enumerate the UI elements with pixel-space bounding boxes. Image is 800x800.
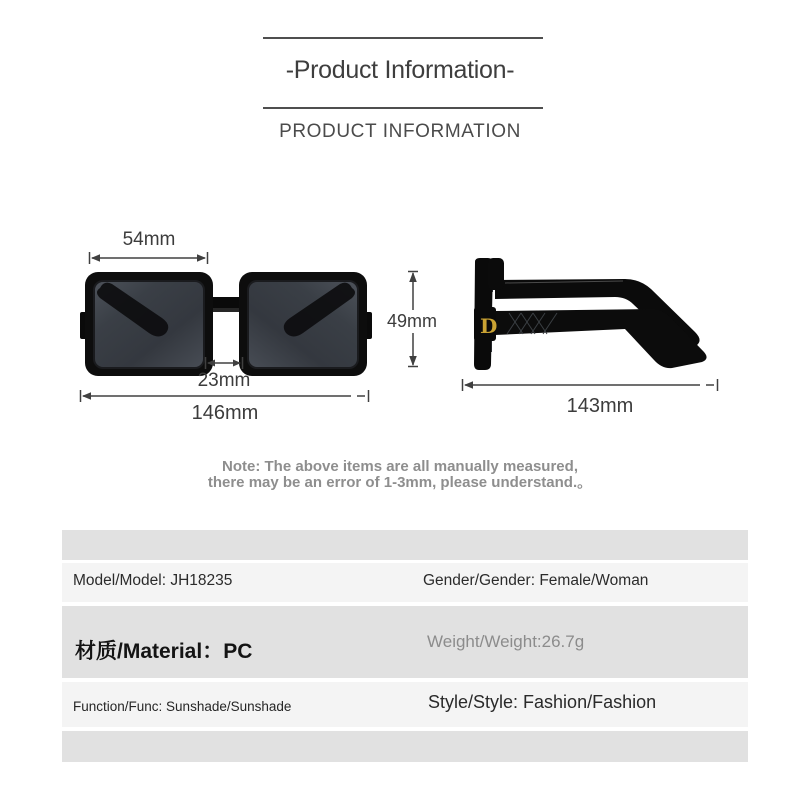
left-lens bbox=[85, 272, 213, 376]
header-rule-bottom bbox=[263, 107, 543, 109]
brand-d-logo: D bbox=[480, 314, 498, 338]
bridge-bar bbox=[208, 297, 244, 308]
lens-height-label: 49mm bbox=[383, 310, 441, 333]
temple-length-label: 143mm bbox=[566, 395, 634, 417]
model-cell: Model/Model: JH18235 bbox=[73, 572, 233, 589]
note-line-2: there may be an error of 1-3mm, please understand.。 bbox=[207, 474, 593, 491]
bridge-width-arrow bbox=[204, 356, 244, 370]
weight-cell: Weight/Weight:26.7g bbox=[427, 632, 585, 651]
frame-width-arrow bbox=[79, 389, 370, 403]
spec-table bbox=[62, 530, 748, 762]
header-rule-top bbox=[263, 37, 543, 39]
temple-length-arrow bbox=[461, 378, 719, 392]
table-bottom-spacer bbox=[62, 731, 748, 762]
table-top-spacer bbox=[62, 530, 748, 560]
style-cell: Style/Style: Fashion/Fashion bbox=[428, 692, 657, 712]
material-cell: 材质/Material：PC bbox=[75, 640, 253, 663]
product-subtitle: PRODUCT INFORMATION bbox=[279, 121, 521, 142]
gender-cell: Gender/Gender: Female/Woman bbox=[423, 572, 649, 589]
bridge-lower-bar bbox=[212, 308, 240, 312]
frame-width-label: 146mm bbox=[191, 402, 259, 424]
frame-corner-block bbox=[488, 258, 504, 290]
lens-width-label: 54mm bbox=[122, 229, 176, 250]
table-row bbox=[62, 606, 748, 678]
bridge-width-label: 23mm bbox=[197, 370, 251, 391]
product-title: -Product Information- bbox=[285, 56, 515, 84]
measurement-note bbox=[160, 459, 640, 491]
right-lens bbox=[239, 272, 367, 376]
lens-width-arrow bbox=[88, 251, 209, 265]
function-cell: Function/Func: Sunshade/Sunshade bbox=[73, 699, 292, 714]
sunglasses-side-image bbox=[455, 252, 723, 374]
table-row bbox=[62, 682, 748, 727]
table-row bbox=[62, 563, 748, 602]
note-line-1: Note: The above items are all manually measured, bbox=[222, 458, 578, 475]
